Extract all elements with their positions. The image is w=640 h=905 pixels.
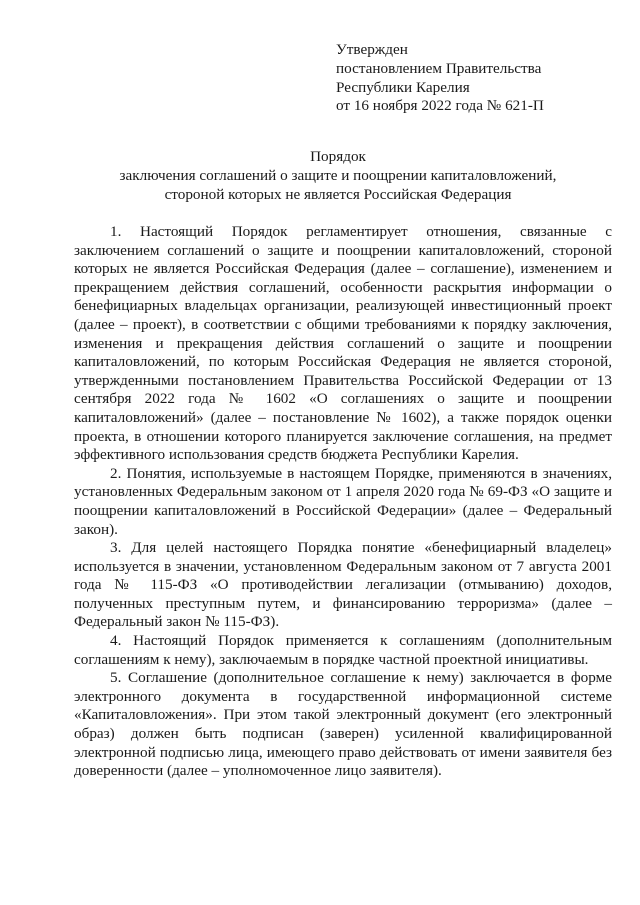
approval-stamp xyxy=(336,41,626,116)
approval-line: от 16 ноября 2022 года № 621-П xyxy=(336,97,544,115)
title-line: заключения соглашений о защите и поощрении капиталовложений, xyxy=(119,166,557,184)
paragraph: 1. Настоящий Порядок регламентирует отношения, связанные с заключением соглашений о защите и поощрении капиталовложений, стороной которых не является Российская Федерация (далее – соглашение), изменением и прекращением действия соглашений, особенности раскрытия информации о бенефициарных владельцах организации, реализующей инвестиционный проект (далее – проект), в соответствии с общими требованиями к порядку заключения, изменения и прекращения действия соглашений о защите и поощрении капиталовложений, по которым Российская Федерация не является стороной, утвержденными постановлением Правительства Российской Федерации от 13 сентября 2022 года № 1602 «О соглашениях о защите и поощрении капиталовложений» (далее – постановление № 1602), а также порядок оценки проекта, в отношении которого планируется заключение соглашения, на предмет эффективного использования средств бюджета Республики Карелия. xyxy=(74,223,612,464)
approval-line: Республики Карелия xyxy=(336,78,470,96)
paragraph: 2. Понятия, используемые в настоящем Порядке, применяются в значениях, установленных Федеральным законом от 1 апреля 2020 года № 69-ФЗ «О защите и поощрении капиталовложений в Российской Федерации» (далее – Федеральный закон). xyxy=(74,464,612,538)
title-line: стороной которых не является Российская Федерация xyxy=(164,185,512,203)
title-line: Порядок xyxy=(310,148,366,165)
paragraph: 5. Соглашение (дополнительное соглашение к нему) заключается в форме электронного документа в государственной информационной системе «Капиталовложения». При этом такой электронный документ (его электронный образ) должен быть подписан (заверен) усиленной квалифицированной электронной подписью лица, имеющего право действовать от имени заявителя без доверенности (далее – уполномоченное лицо заявителя). xyxy=(74,669,612,780)
document-body xyxy=(74,223,612,781)
approval-line: Утвержден xyxy=(336,41,408,58)
paragraph: 4. Настоящий Порядок применяется к соглашениям (дополнительным соглашениям к нему), заключаемым в порядке частной проектной инициативы. xyxy=(74,632,612,668)
document-title xyxy=(66,148,610,204)
paragraph: 3. Для целей настоящего Порядка понятие «бенефициарный владелец» используется в значении, установленном Федеральным законом от 7 августа 2001 года № 115-ФЗ «О противодействии легализации (отмыванию) доходов, полученных преступным путем, и финансированию терроризма» (далее – Федеральный закон № 115-ФЗ). xyxy=(74,539,612,631)
approval-line: постановлением Правительства xyxy=(336,59,542,77)
